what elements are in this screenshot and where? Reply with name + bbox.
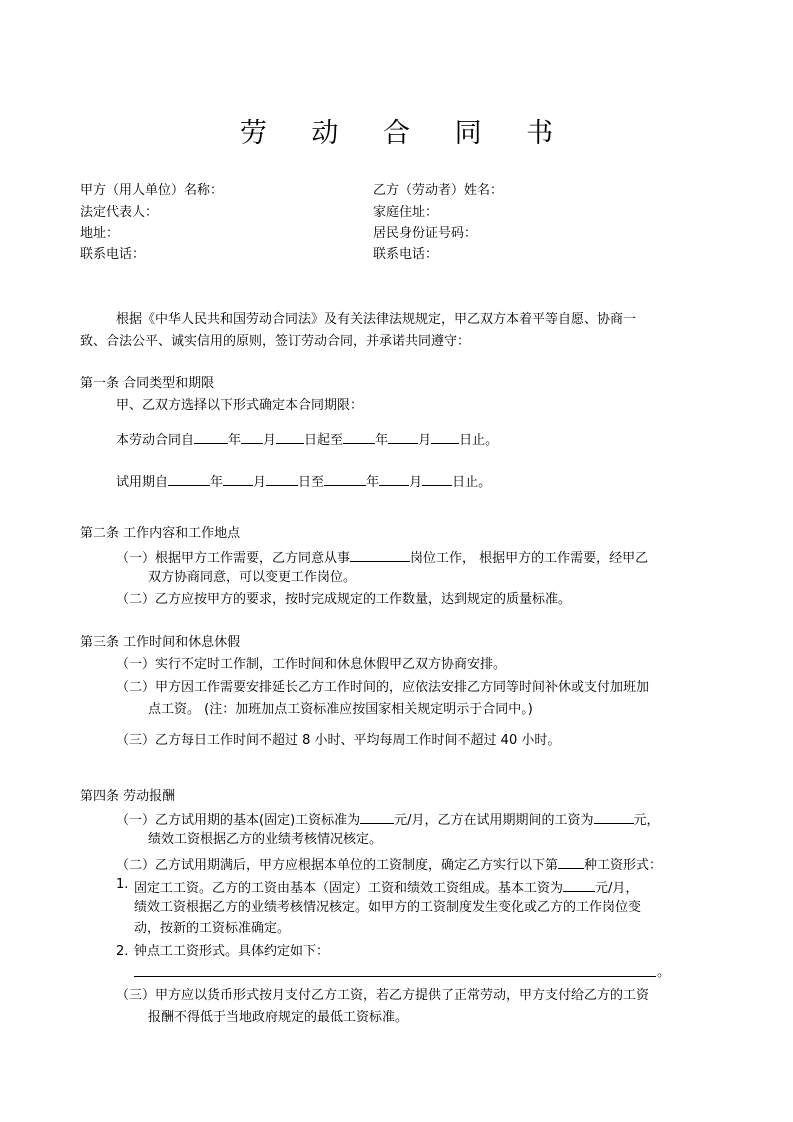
wage-form-blank[interactable] bbox=[558, 855, 584, 869]
item-2-line: 钟点工工资形式。具体约定如下： bbox=[134, 944, 330, 959]
party-a-rep-label: 法定代表人： bbox=[80, 205, 159, 220]
probation-salary-blank[interactable] bbox=[594, 810, 634, 824]
clause-text: 岗位工作， 根据甲方的工作需要，经甲乙 bbox=[410, 551, 649, 566]
clause-text: （二）乙方试用期满后，甲方应根据本单位的工资制度，确定乙方实行以下第 bbox=[116, 858, 559, 873]
probation-until-label: 日至 bbox=[298, 475, 325, 490]
item-1-number: 1. bbox=[116, 877, 129, 892]
probation-end-year-label: 年 bbox=[366, 475, 380, 490]
probation-start-year-blank[interactable] bbox=[168, 472, 210, 486]
probation-end-day-blank[interactable] bbox=[422, 472, 452, 486]
item-1-line-3: 动，按新的工资标准确定。 bbox=[134, 921, 291, 936]
preamble-line-2: 致、合法公平、诚实信用的原则，签订劳动合同，并承诺共同遵守： bbox=[80, 334, 471, 349]
term-month-label: 月 bbox=[263, 433, 277, 448]
item-1-line-2: 绩效工资根据乙方的业绩考核情况核定。如甲方的工资制度发生变化或乙方的工作岗位变 bbox=[134, 900, 642, 915]
article-4-clause-1-cont: 绩效工资根据乙方的业绩考核情况核定。 bbox=[148, 832, 383, 847]
item-2-end-mark: 。 bbox=[657, 965, 671, 980]
clause-text: 种工资形式： bbox=[584, 858, 663, 873]
term-end-year-blank[interactable] bbox=[343, 430, 375, 444]
article-3-clause-1: （一）实行不定时工作制，工作时间和休息休假甲乙双方协商安排。 bbox=[116, 657, 507, 672]
article-1-intro: 甲、乙双方选择以下形式确定本合同期限： bbox=[116, 398, 364, 413]
article-3-heading: 第三条 工作时间和休息休假 bbox=[80, 635, 241, 650]
clause-text: （一）根据甲方工作需要，乙方同意从事 bbox=[116, 551, 351, 566]
clause-text: 元/月，乙方在试用期期间的工资为 bbox=[394, 813, 594, 828]
probation-end-month-blank[interactable] bbox=[379, 472, 409, 486]
article-3-clause-3: （三）乙方每日工作时间不超过 8 小时、平均每周工作时间不超过 40 小时。 bbox=[116, 733, 561, 748]
article-1-heading: 第一条 合同类型和期限 bbox=[80, 376, 215, 391]
article-4-clause-3: （三）甲方应以货币形式按月支付乙方工资，若乙方提供了正常劳动，甲方支付给乙方的工资 bbox=[116, 988, 650, 1003]
clause-text: （一）乙方试用期的基本(固定)工资标准为 bbox=[116, 813, 361, 828]
party-a-phone-label: 联系电话： bbox=[80, 247, 146, 262]
clause-text: 元/月， bbox=[595, 881, 639, 896]
party-b-name-label: 乙方（劳动者）姓名： bbox=[373, 183, 504, 198]
article-2-clause-1-cont: 双方协商同意，可以变更工作岗位。 bbox=[148, 570, 357, 585]
probation-end-month-label: 月 bbox=[409, 475, 423, 490]
contract-term-line bbox=[116, 430, 498, 447]
probation-end-label: 日止。 bbox=[452, 475, 492, 490]
term-start-month-blank[interactable] bbox=[241, 430, 263, 444]
term-end-month-blank[interactable] bbox=[388, 430, 418, 444]
preamble-line-1: 根据《中华人民共和国劳动合同法》及有关法律法规规定，甲乙双方本着平等自愿、协商一 bbox=[116, 312, 637, 327]
clause-text: 固定工工资。乙方的工资由基本（固定）工资和绩效工资组成。基本工资为 bbox=[134, 881, 564, 896]
article-2-heading: 第二条 工作内容和工作地点 bbox=[80, 526, 241, 541]
party-b-phone-label: 联系电话： bbox=[373, 247, 439, 262]
article-2-clause-1 bbox=[116, 548, 648, 565]
page-title: 劳 动 合 同 书 bbox=[239, 118, 572, 149]
party-a-name-label: 甲方（用人单位）名称： bbox=[80, 183, 224, 198]
hourly-wage-terms-blank[interactable] bbox=[134, 976, 656, 977]
term-end-year-label: 年 bbox=[375, 433, 389, 448]
term-start-day-blank[interactable] bbox=[276, 430, 304, 444]
probation-start-month-blank[interactable] bbox=[223, 472, 253, 486]
term-end-label: 日止。 bbox=[459, 433, 499, 448]
probation-year-label: 年 bbox=[210, 475, 224, 490]
party-b-id-label: 居民身份证号码： bbox=[373, 226, 478, 241]
term-prefix: 本劳动合同自 bbox=[116, 433, 195, 448]
position-blank[interactable] bbox=[350, 548, 410, 562]
probation-end-year-blank[interactable] bbox=[324, 472, 366, 486]
article-4-clause-2 bbox=[116, 855, 662, 872]
party-b-home-label: 家庭住址： bbox=[373, 205, 439, 220]
party-a-address-label: 地址： bbox=[80, 226, 120, 241]
article-4-heading: 第四条 劳动报酬 bbox=[80, 789, 176, 804]
article-3-clause-2: （二）甲方因工作需要安排延长乙方工作时间的，应依法安排乙方同等时间补休或支付加班加 bbox=[116, 680, 650, 695]
article-4-clause-1 bbox=[116, 810, 660, 827]
term-end-month-label: 月 bbox=[418, 433, 432, 448]
probation-prefix: 试用期自 bbox=[116, 475, 169, 490]
probation-wage-blank[interactable] bbox=[360, 810, 394, 824]
term-year-label: 年 bbox=[228, 433, 242, 448]
article-2-clause-2: （二）乙方应按甲方的要求，按时完成规定的工作数量，达到规定的质量标准。 bbox=[116, 592, 572, 607]
term-start-year-blank[interactable] bbox=[194, 430, 228, 444]
item-1-line bbox=[134, 878, 638, 895]
probation-line bbox=[116, 472, 491, 489]
clause-text: 元， bbox=[633, 813, 660, 828]
term-end-day-blank[interactable] bbox=[431, 430, 459, 444]
term-until-label: 日起至 bbox=[304, 433, 344, 448]
item-2-number: 2. bbox=[116, 944, 129, 959]
probation-start-day-blank[interactable] bbox=[266, 472, 298, 486]
base-wage-blank[interactable] bbox=[563, 878, 595, 892]
article-3-clause-2-cont: 点工资。 (注：加班加点工资标准应按国家相关规定明示于合同中。) bbox=[148, 702, 533, 717]
article-4-clause-3-cont: 报酬不得低于当地政府规定的最低工资标准。 bbox=[148, 1010, 409, 1025]
probation-month-label: 月 bbox=[253, 475, 267, 490]
